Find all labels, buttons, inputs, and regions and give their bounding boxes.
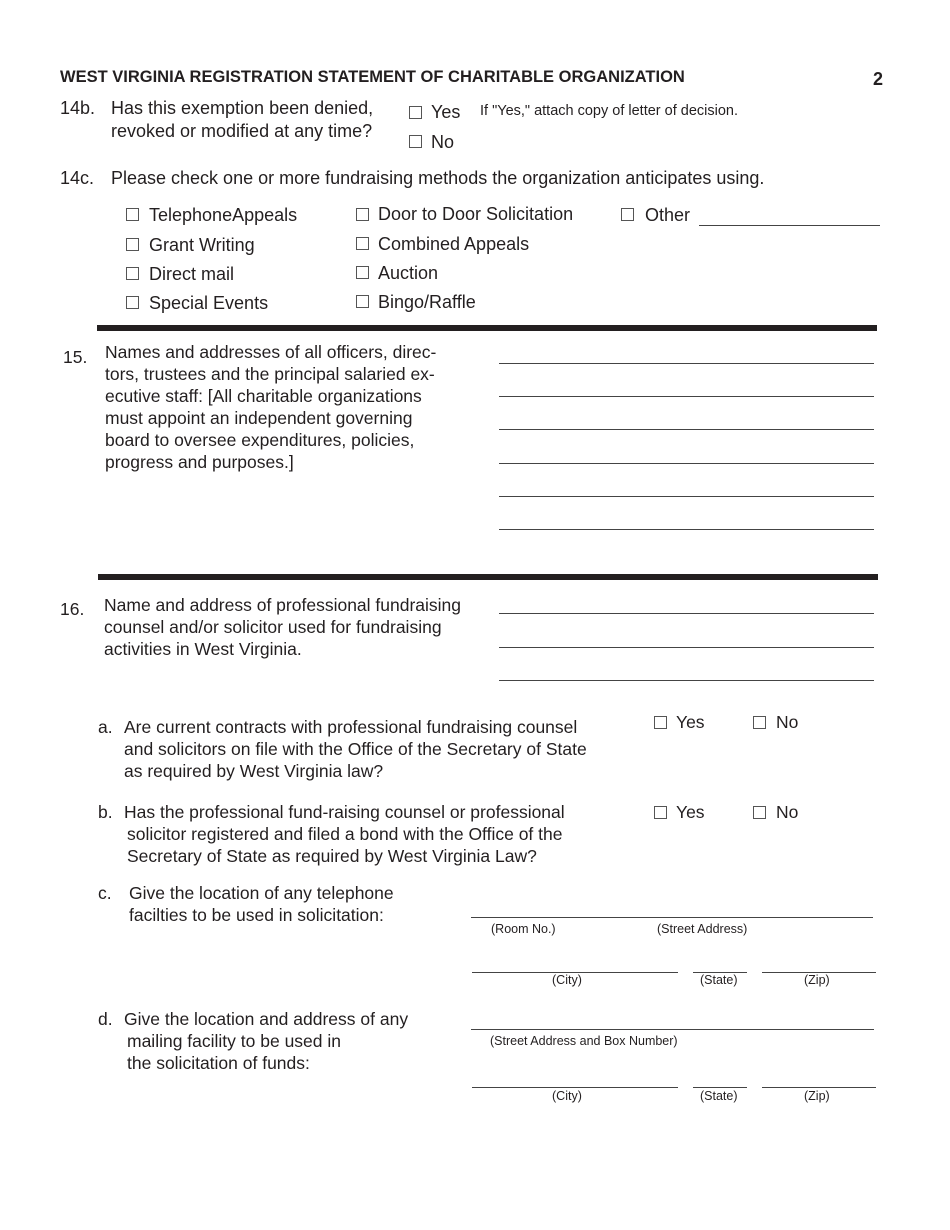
q16d-city-line[interactable] [472,1087,678,1088]
q16c-address-line[interactable] [471,917,873,918]
q16-line: activities in West Virginia. [104,639,302,659]
q15-answer-line[interactable] [499,429,874,430]
q16-answer-line[interactable] [499,613,874,614]
q16-number: 16. [60,599,85,619]
q16b-no-label: No [776,802,799,822]
q15-line: board to oversee expenditures, policies, [105,430,415,450]
q16c-state-caption: (State) [700,973,738,987]
q14b-yes-label: Yes [431,102,461,122]
q16-line: Name and address of professional fundraising [104,595,462,615]
section-divider-2 [98,574,878,580]
q16a-yes-label: Yes [676,712,705,732]
q16d-line: mailing facility to be used in [127,1031,341,1051]
q16c-street-caption: (Street Address) [657,922,748,936]
q16c-line: facilties to be used in solicitation: [129,905,384,925]
method-other-label: Other [645,205,691,225]
q16d-zip-caption: (Zip) [804,1089,830,1103]
section-divider-1 [97,325,877,331]
q16b-line: Secretary of State as required by West Virginia Law? [127,846,537,866]
method-grant-label: Grant Writing [149,235,255,255]
q16a-no-label: No [776,712,799,732]
method-combined-label: Combined Appeals [378,234,530,254]
q14b-no-label: No [431,132,455,152]
q16a-label: a. [98,717,113,737]
q16d-line: Give the location and address of any [124,1009,409,1029]
q16b-line: solicitor registered and filed a bond with the Office of the [127,824,563,844]
method-door-label: Door to Door Solicitation [378,204,574,224]
q16-line: counsel and/or solicitor used for fundraising [104,617,442,637]
method-direct-mail-checkbox[interactable] [126,267,139,280]
method-special-events-checkbox[interactable] [126,296,139,309]
q16-answer-line[interactable] [499,680,874,681]
q14c-number: 14c. [60,168,95,188]
q14b-note: If "Yes," attach copy of letter of decision. [480,103,739,119]
q16d-label: d. [98,1009,113,1029]
q16d-state-caption: (State) [700,1089,738,1103]
q14b-number: 14b. [60,98,96,118]
q16a-question [124,716,587,782]
form-title: WEST VIRGINIA REGISTRATION STATEMENT OF CHARITABLE ORGANIZATION [60,68,685,86]
method-combined-checkbox[interactable] [356,237,369,250]
q16d-zip-line[interactable] [762,1087,876,1088]
q16c-room-caption: (Room No.) [491,922,556,936]
q16d-street-box-caption: (Street Address and Box Number) [490,1034,678,1048]
q15-answer-line[interactable] [499,463,874,464]
q14c-question: Please check one or more fundraising methods the organization anticipates using. [111,168,765,188]
q16d-address-line[interactable] [471,1029,874,1030]
q16a-no-checkbox[interactable] [753,716,766,729]
method-auction-checkbox[interactable] [356,266,369,279]
q15-line: must appoint an independent governing [105,408,413,428]
q16a-line: as required by West Virginia law? [124,761,384,781]
method-direct-mail-label: Direct mail [149,264,235,284]
q15-answer-line[interactable] [499,496,874,497]
q16b-label: b. [98,802,113,822]
q16b-no-checkbox[interactable] [753,806,766,819]
q14b-line-2: revoked or modified at any time? [111,121,373,141]
q14b-yes-checkbox[interactable] [409,106,422,119]
method-other-checkbox[interactable] [621,208,634,221]
q16d-state-line[interactable] [693,1087,747,1088]
method-telephone-checkbox[interactable] [126,208,139,221]
q16d-city-caption: (City) [552,1089,582,1103]
q15-line: tors, trustees and the principal salaried ex- [105,364,435,384]
q14b-question [111,97,373,143]
q16a-line: and solicitors on file with the Office of the Secretary of State [124,739,587,759]
q16b-question [124,801,565,867]
q16a-line: Are current contracts with professional fundraising counsel [124,717,578,737]
q16b-line: Has the professional fund-raising counsel or professional [124,802,565,822]
q14b-line-1: Has this exemption been denied, [111,98,374,118]
method-grant-checkbox[interactable] [126,238,139,251]
q15-answer-line[interactable] [499,363,874,364]
q15-line: ecutive staff: [All charitable organizations [105,386,422,406]
page-number: 2 [873,69,884,89]
other-fill-line[interactable] [699,225,880,226]
q15-question [105,341,436,473]
q16c-line: Give the location of any telephone [129,883,394,903]
q16b-yes-checkbox[interactable] [654,806,667,819]
q16d-line: the solicitation of funds: [127,1053,310,1073]
method-door-checkbox[interactable] [356,208,369,221]
q16d-question [124,1008,408,1074]
q16a-yes-checkbox[interactable] [654,716,667,729]
q16c-question [129,882,394,926]
q15-answer-line[interactable] [499,396,874,397]
method-bingo-label: Bingo/Raffle [378,292,476,312]
q14b-no-checkbox[interactable] [409,135,422,148]
q15-line: progress and purposes.] [105,452,294,472]
method-special-events-label: Special Events [149,293,269,313]
q16c-zip-caption: (Zip) [804,973,830,987]
method-telephone-label: TelephoneAppeals [149,205,298,225]
q15-number: 15. [63,347,88,367]
q16-answer-line[interactable] [499,647,874,648]
q15-answer-line[interactable] [499,529,874,530]
method-bingo-checkbox[interactable] [356,295,369,308]
q16c-city-caption: (City) [552,973,582,987]
q16b-yes-label: Yes [676,802,705,822]
q15-line: Names and addresses of all officers, direc- [105,342,437,362]
q16-question [104,594,461,660]
method-auction-label: Auction [378,263,439,283]
q16c-label: c. [98,883,112,903]
